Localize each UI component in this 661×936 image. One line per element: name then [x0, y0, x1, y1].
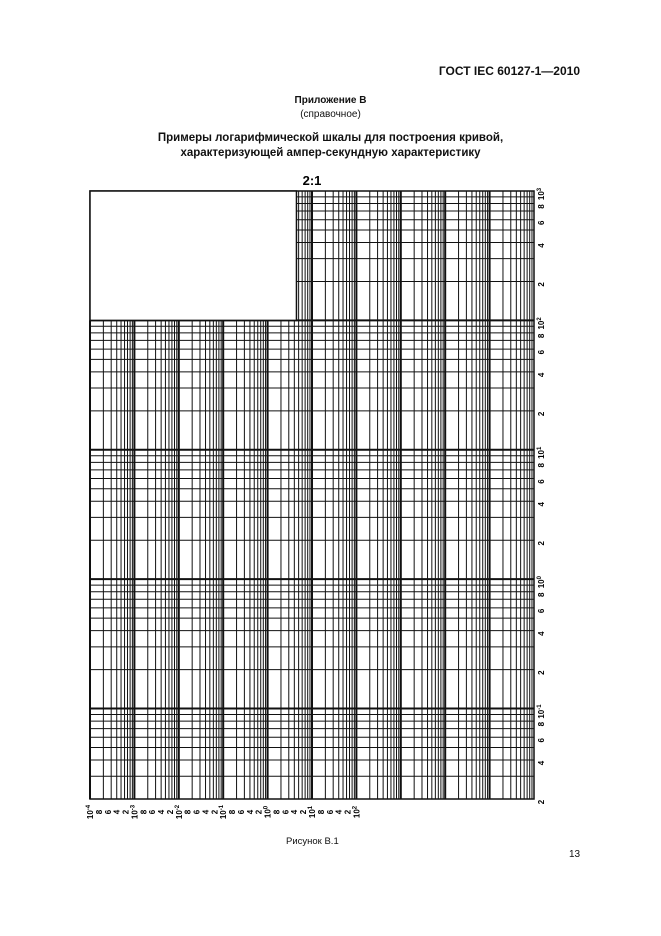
blank-box: [90, 191, 296, 320]
x-tick-label: $10^1$: [308, 805, 317, 819]
x-tick-label: 4: [157, 809, 167, 815]
x-tick-label: 8: [316, 809, 326, 815]
y-tick-label: 8: [537, 333, 546, 339]
y-tick-label: 4: [537, 243, 546, 248]
x-tick-label: 6: [103, 809, 113, 815]
y-tick-label: 4: [537, 502, 546, 507]
figure-title-line-1: Примеры логарифмической шкалы для построения кривой,: [157, 132, 504, 144]
y-tick-label: 2: [537, 282, 546, 287]
document-code: ГОСТ IEC 60127-1—2010: [438, 64, 580, 78]
y-tick-label: $10^2$: [537, 317, 546, 330]
y-tick-label: 2: [537, 799, 546, 805]
annex-title: Приложение В: [294, 95, 367, 106]
x-tick-label: $10^{-2}$: [174, 804, 184, 820]
y-tick-label: 8: [537, 463, 546, 468]
y-tick-label: $10^1$: [537, 446, 546, 459]
x-tick-label: 4: [290, 809, 300, 815]
x-tick-label: 2: [299, 809, 309, 815]
figure-caption: Рисунок В.1: [286, 836, 339, 847]
y-tick-label: $10^3$: [537, 187, 546, 201]
y-tick-label: 2: [537, 670, 546, 675]
y-tick-label: 2: [537, 540, 546, 546]
y-tick-label: 6: [537, 738, 546, 743]
page-number: 13: [569, 849, 581, 860]
y-tick-label: 8: [537, 204, 546, 209]
y-tick-label: 6: [537, 349, 546, 355]
x-tick-label: 2: [210, 809, 220, 815]
x-tick-label: $10^{-1}$: [219, 804, 229, 820]
y-tick-label: $10^0$: [537, 576, 546, 589]
annex-subtitle: (справочное): [300, 109, 361, 120]
x-tick-label: 2: [343, 809, 353, 815]
y-tick-label: 6: [537, 608, 546, 614]
x-tick-label: 6: [192, 809, 202, 815]
y-tick-label: $10^{-1}$: [537, 704, 546, 719]
x-tick-label: 6: [325, 809, 335, 815]
x-tick-label: $10^{-3}$: [130, 804, 140, 820]
x-tick-label: 4: [201, 809, 211, 815]
x-tick-label: 6: [148, 809, 158, 815]
x-tick-label: 8: [139, 809, 149, 815]
x-tick-label: 8: [228, 809, 238, 815]
scale-label: 2:1: [302, 173, 322, 188]
x-tick-label: 8: [94, 809, 104, 815]
x-tick-label: 6: [281, 809, 291, 815]
x-tick-label: 8: [272, 809, 282, 815]
x-tick-label: 8: [183, 809, 193, 815]
y-tick-label: 4: [537, 372, 546, 378]
x-tick-label: $10^2$: [352, 805, 362, 819]
x-tick-label: 4: [245, 809, 255, 815]
x-tick-label: 4: [334, 809, 344, 815]
y-tick-label: 8: [537, 592, 546, 597]
x-tick-label: 4: [112, 809, 122, 815]
x-tick-label: 6: [236, 809, 246, 815]
x-tick-label: $10^{-4}$: [86, 804, 95, 820]
y-tick-label: 8: [537, 721, 546, 727]
figure-title-line-2: характеризующей ампер-секундную характеристику: [180, 147, 481, 159]
x-tick-label: 2: [165, 809, 175, 815]
x-tick-label: 2: [121, 809, 131, 815]
y-tick-label: 2: [537, 411, 546, 417]
y-tick-label: 6: [537, 220, 546, 225]
x-tick-label: $10^0$: [263, 805, 273, 819]
y-tick-label: 4: [537, 760, 546, 766]
y-tick-label: 4: [537, 631, 546, 636]
y-tick-label: 6: [537, 479, 546, 484]
x-tick-label: 2: [254, 809, 264, 815]
